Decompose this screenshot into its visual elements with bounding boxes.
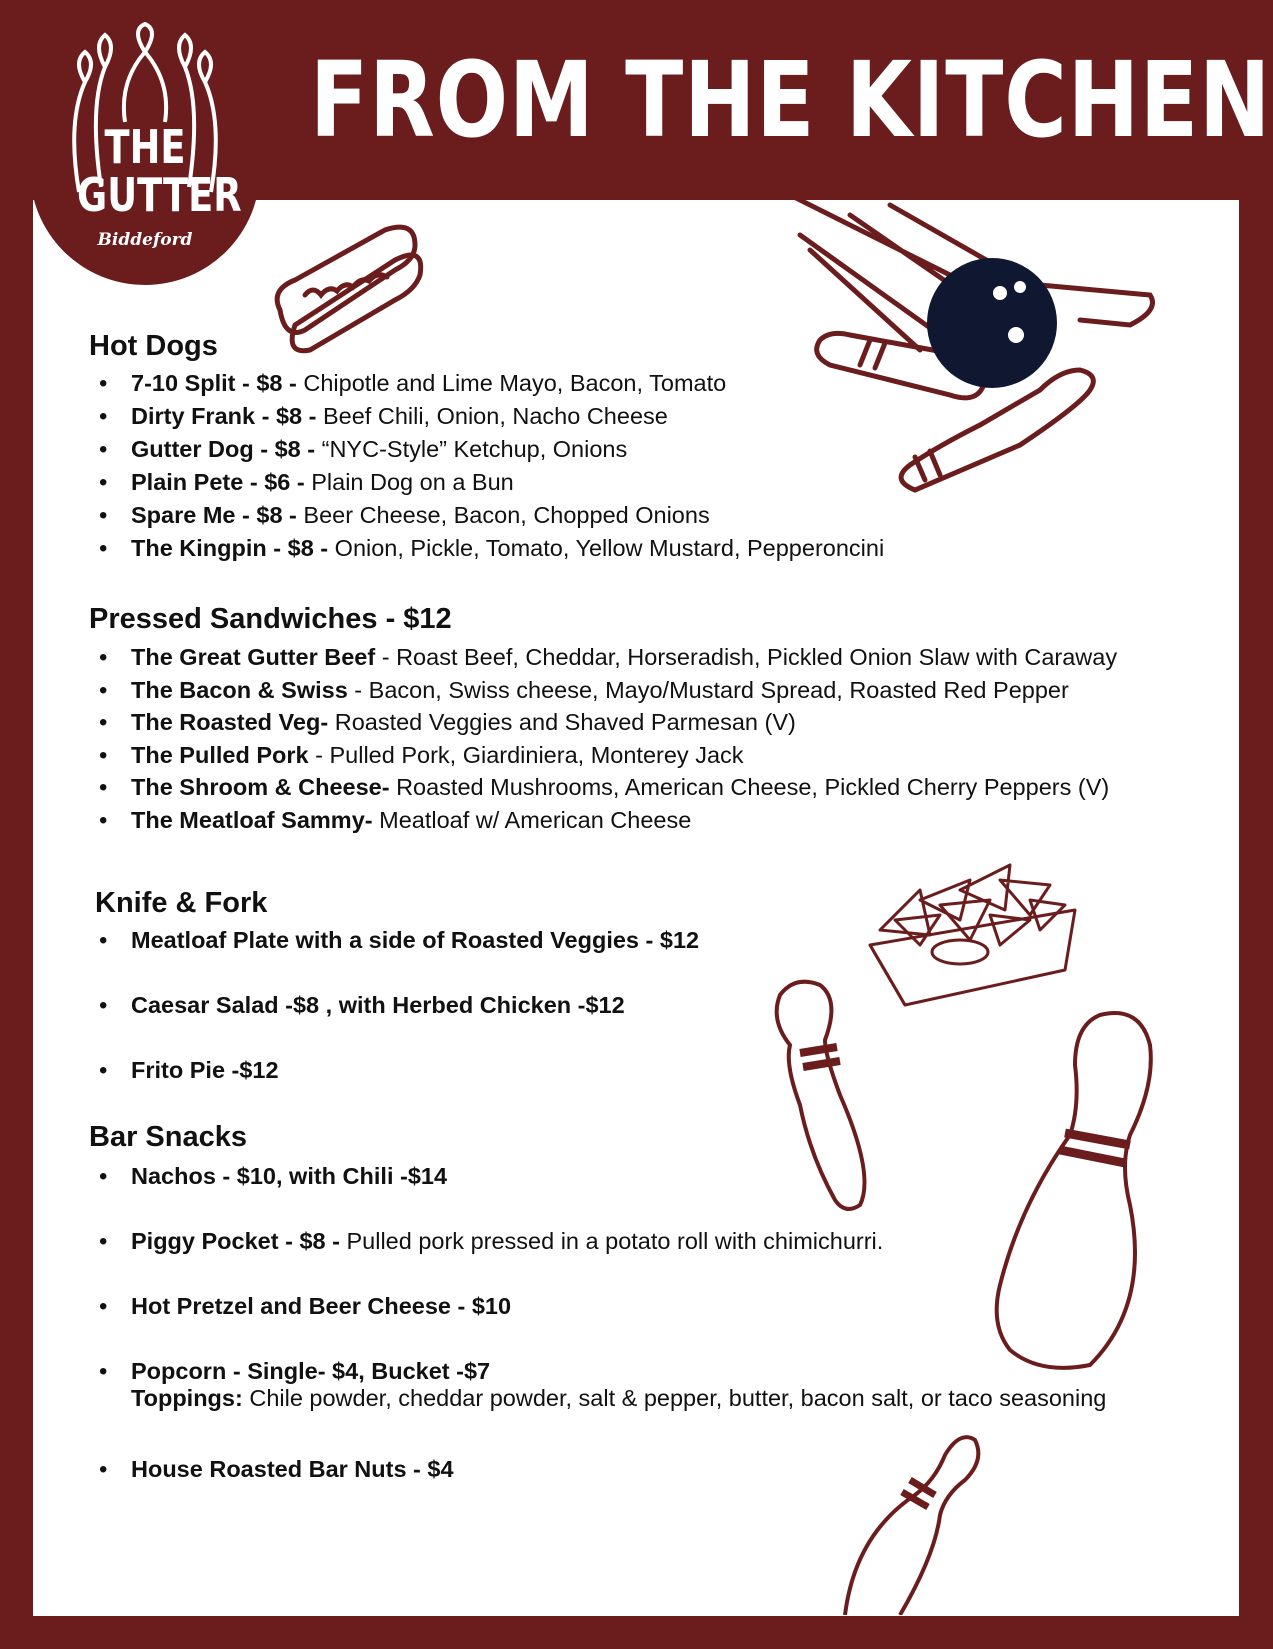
list-item: • Spare Me - $8 - Beer Cheese, Bacon, Chopped Onions	[89, 502, 884, 535]
toppings-desc: Chile powder, cheddar powder, salt & pepper, butter, bacon salt, or taco seasoning	[242, 1385, 1107, 1411]
logo-location: Biddeford	[97, 230, 193, 250]
section-heading-hot-dogs: Hot Dogs	[89, 330, 218, 362]
section-heading-knife-fork: Knife & Fork	[95, 887, 268, 919]
list-item: • Caesar Salad -$8 , with Herbed Chicken -$12	[89, 992, 699, 1057]
list-item: • The Bacon & Swiss - Bacon, Swiss cheese, Mayo/Mustard Spread, Roasted Red Pepper	[89, 677, 1117, 710]
list-item: • House Roasted Bar Nuts - $4	[89, 1456, 1106, 1489]
list-item: • Dirty Frank - $8 - Beef Chili, Onion, Nacho Cheese	[89, 403, 884, 436]
list-item: • The Shroom & Cheese- Roasted Mushrooms, American Cheese, Pickled Cherry Peppers (V)	[89, 774, 1117, 807]
hot-dog-icon	[265, 215, 445, 370]
list-item: • 7-10 Split - $8 - Chipotle and Lime Mayo, Bacon, Tomato	[89, 370, 884, 403]
page-title: FROM THE KITCHEN	[310, 39, 1272, 161]
list-item: • Piggy Pocket - $8 - Pulled pork pressed in a potato roll with chimichurri.	[89, 1228, 1106, 1293]
list-item: • The Roasted Veg- Roasted Veggies and Shaved Parmesan (V)	[89, 709, 1117, 742]
list-item: • The Pulled Pork - Pulled Pork, Giardiniera, Monterey Jack	[89, 742, 1117, 775]
list-item: • The Meatloaf Sammy- Meatloaf w/ American Cheese	[89, 807, 1117, 840]
pressed-sandwiches-list	[89, 644, 1117, 840]
list-item: • Popcorn - Single- $4, Bucket -$7 Toppings: Chile powder, cheddar powder, salt & pepper, butter, bacon salt, or taco seasoning	[89, 1358, 1106, 1456]
section-heading-pressed-sandwiches: Pressed Sandwiches - $12	[89, 603, 452, 635]
toppings-label: Toppings:	[131, 1385, 243, 1411]
list-item: • Plain Pete - $6 - Plain Dog on a Bun	[89, 469, 884, 502]
hot-dogs-list	[89, 370, 884, 568]
list-item: • Meatloaf Plate with a side of Roasted Veggies - $12	[89, 927, 699, 992]
list-item: • Gutter Dog - $8 - “NYC-Style” Ketchup, Onions	[89, 436, 884, 469]
logo-line2: GUTTER	[77, 168, 242, 222]
list-item: • The Kingpin - $8 - Onion, Pickle, Tomato, Yellow Mustard, Pepperoncini	[89, 535, 884, 568]
list-item: • Frito Pie -$12	[89, 1057, 699, 1090]
list-item: • Hot Pretzel and Beer Cheese - $10	[89, 1293, 1106, 1358]
bar-snacks-list	[89, 1163, 1106, 1489]
logo-line1: THE	[104, 120, 186, 174]
section-heading-bar-snacks: Bar Snacks	[89, 1121, 247, 1153]
knife-fork-list	[89, 927, 699, 1090]
list-item: • The Great Gutter Beef - Roast Beef, Cheddar, Horseradish, Pickled Onion Slaw with Caraway	[89, 644, 1117, 677]
list-item: • Nachos - $10, with Chili -$14	[89, 1163, 1106, 1228]
